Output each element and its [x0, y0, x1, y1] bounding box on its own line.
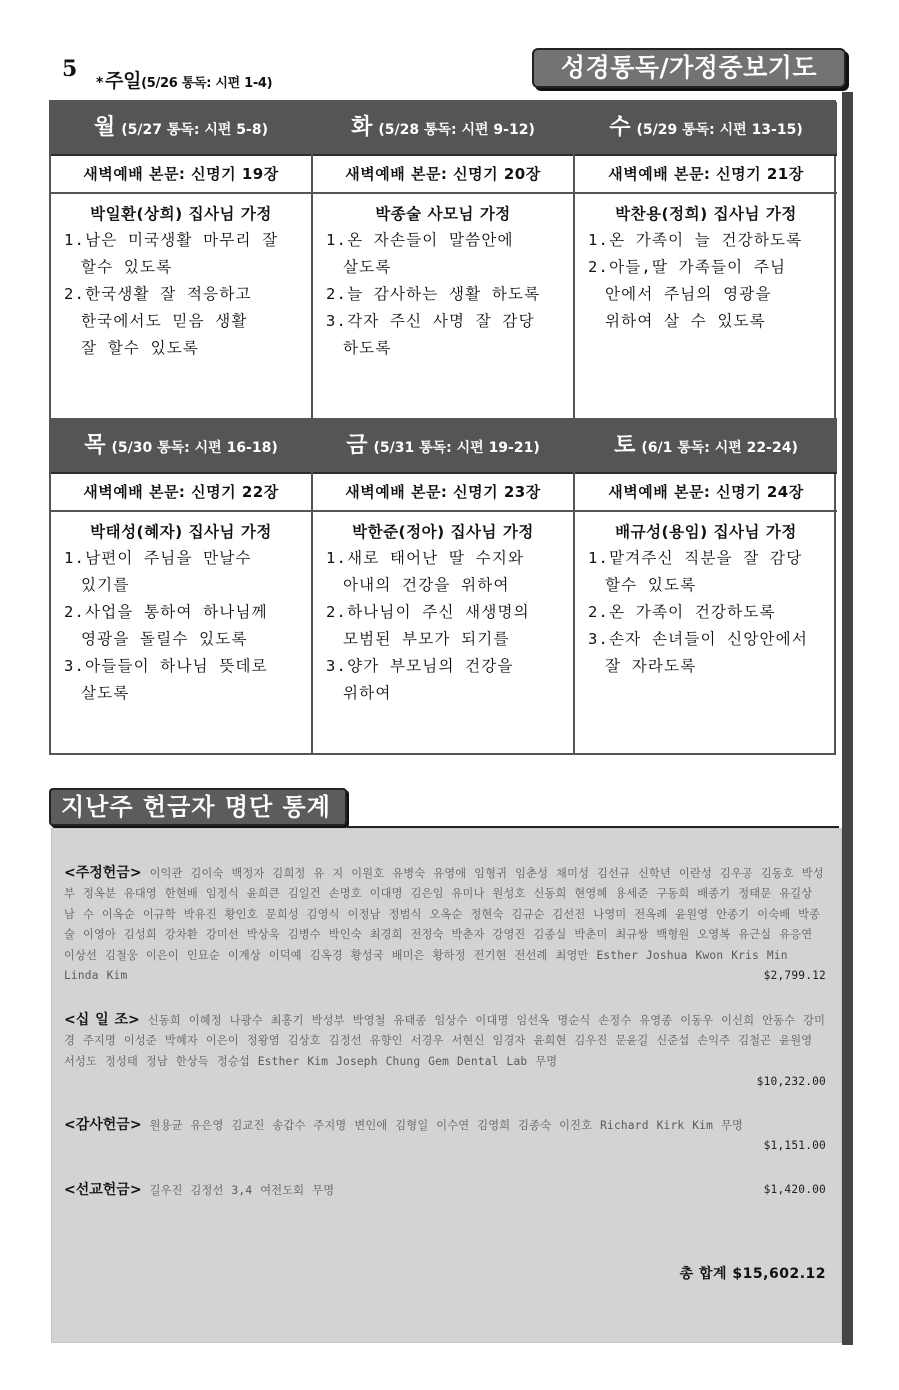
- prayer-item: 영광을 돌릴수 있도록: [81, 630, 248, 648]
- day-cell-mon: [51, 102, 313, 420]
- dawn-service-text: 새벽예배 본문: 신명기 24장: [575, 474, 837, 512]
- offering-label: <선교헌금>: [64, 1182, 142, 1198]
- day-reading: (5/30 통독: 시편 16-18): [111, 440, 278, 456]
- offering-names: 이익관 김이숙 백정자 김희정 유 지 이원호 유병숙 유영애 임형귀 임춘성 채미성 김선규 신학년 이란성 김우공 김동호 박성부 정옥분 유대영 한현배 임정식 윤희큰 김일건 손명호 이대명 김은임 유미나 원성호 신동희 현영혜 용세준 구동희 배종기 정태문 유길상 남 수 이옥순 이규학 박유진 황인호 문희성 김영식 이정남 정범식 오옥순 정현숙 김규순 김선전 나영미 전옥례 윤원영 안종기 이숙배 박종술 이영아 김성희 강차환 강미선 박상욱 김병수 박인숙 최경희 전정숙 박춘자 강영진 김종실 박춘미 최규쌍 백형원 오영복 유근실 유응연 이상선 김철웅 이은이 인묘순 이계상 이덕예 김옥경 황성국 배미은 황하정 전기현 전선례 최영만 Esther Joshua Kwon Kris Min Linda Kim: [64, 867, 824, 983]
- prayer-item: 위하여 살 수 있도록: [605, 312, 766, 330]
- dawn-service-text: 새벽예배 본문: 신명기 19장: [51, 156, 311, 194]
- prayer-item: 1.온 가족이 늘 건강하도록: [588, 231, 803, 249]
- offering-total: 총 합계 $15,602.12: [679, 1266, 826, 1282]
- prayer-item: 위하여: [343, 684, 392, 702]
- offering-amount: $1,151.00: [763, 1139, 826, 1153]
- dawn-service-text: 새벽예배 본문: 신명기 23장: [313, 474, 573, 512]
- sunday-reading: [96, 66, 272, 93]
- prayer-item: 살도록: [81, 684, 130, 702]
- prayer-item: 2.하나님이 주신 새생명의: [326, 603, 530, 621]
- day-cell-fri: [313, 420, 575, 753]
- day-cell-thu: [51, 420, 313, 753]
- prayer-schedule-grid: [49, 100, 836, 755]
- prayer-item: 모범된 부모가 되기를: [343, 630, 510, 648]
- right-edge-bar: [842, 92, 853, 1345]
- prayer-item: 할수 있도록: [605, 576, 697, 594]
- day-reading: (6/1 통독: 시편 22-24): [641, 440, 798, 456]
- day-header: [313, 102, 573, 156]
- section-banner: 성경통독/가정중보기도: [532, 48, 846, 88]
- day-reading: (5/27 통독: 시편 5-8): [121, 122, 268, 138]
- offering-names: 신동희 이혜정 나광수 최홍기 박성부 박영철 유태종 임상수 이대명 임선옥 명순식 손정수 유영종 이동우 이신희 안동수 강미경 주지명 이성준 박혜자 이은이 정왕염 김상호 김정선 유향인 서경우 서현신 임경자 윤희현 김우진 문윤길 신준섭 손익주 김철곤 윤원영 서성도 정성태 정남 한상득 정승섭 Esther Kim Joseph Chung Gem Dental Lab 무명: [64, 1014, 826, 1068]
- prayer-item: 안에서 주님의 영광을: [605, 285, 772, 303]
- day-cell-tue: [313, 102, 575, 420]
- prayer-item: 2.늘 감사하는 생활 하도록: [326, 285, 541, 303]
- day-cell-wed: [575, 102, 837, 420]
- offering-amount: $2,799.12: [763, 969, 826, 983]
- offering-label: <주정헌금>: [64, 865, 142, 881]
- prayer-item: 2.아들,딸 가족들이 주님: [588, 258, 787, 276]
- offering-mission: [64, 1180, 826, 1201]
- prayer-item: 1.남은 미국생활 마무리 잘: [64, 231, 279, 249]
- prayer-list: [313, 227, 573, 362]
- sunday-label: 주일: [105, 70, 142, 92]
- day-reading: (5/29 통독: 시편 13-15): [636, 122, 803, 138]
- sunday-reading-text: (5/26 통독: 시편 1-4): [141, 76, 273, 91]
- offering-thanks: [64, 1115, 826, 1157]
- prayer-item: 3.손자 손녀들이 신앙안에서: [588, 630, 809, 648]
- prayer-list: [575, 545, 837, 680]
- prayer-item: 3.아들들이 하나님 뜻데로: [64, 657, 268, 675]
- family-name: 박일환(상희) 집사님 가정: [90, 205, 272, 223]
- prayer-list: [313, 545, 573, 707]
- offering-amount: $10,232.00: [756, 1075, 826, 1089]
- day-name: 금: [346, 433, 368, 458]
- star-bullet: *: [96, 75, 104, 91]
- day-header: [51, 420, 311, 474]
- prayer-item: 1.온 자손들이 말씀안에: [326, 231, 514, 249]
- day-name: 수: [609, 115, 631, 140]
- day-name: 화: [351, 115, 373, 140]
- prayer-item: 있기를: [81, 576, 130, 594]
- day-reading: (5/28 통독: 시편 9-12): [378, 122, 535, 138]
- prayer-item: 3.양가 부모님의 건강을: [326, 657, 514, 675]
- prayer-item: 아내의 건강을 위하여: [343, 576, 510, 594]
- prayer-item: 할수 있도록: [81, 258, 173, 276]
- day-cell-sat: [575, 420, 837, 753]
- prayer-list: [51, 227, 311, 362]
- offering-names: 원용균 유은영 김교진 송갑수 주지명 변인애 김형일 이수연 김영희 김종숙 이진호 Richard Kirk Kim 무명: [149, 1119, 744, 1132]
- prayer-item: 3.각자 주신 사명 잘 감당: [326, 312, 535, 330]
- family-name: 배규성(용임) 집사님 가정: [615, 523, 797, 541]
- offering-label: <십 일 조>: [64, 1012, 140, 1028]
- offering-tithe: [64, 1010, 826, 1093]
- prayer-item: 1.맡겨주신 직분을 잘 감당: [588, 549, 803, 567]
- offering-amount: $1,420.00: [763, 1183, 826, 1196]
- prayer-item: 잘 자라도록: [605, 657, 697, 675]
- family-name: 박태성(혜자) 집사님 가정: [90, 523, 272, 541]
- offering-regular: [64, 863, 826, 986]
- family-name: 박한준(정아) 집사님 가정: [352, 523, 534, 541]
- day-header: [51, 102, 311, 156]
- dawn-service-text: 새벽예배 본문: 신명기 22장: [51, 474, 311, 512]
- prayer-item: 2.온 가족이 건강하도록: [588, 603, 776, 621]
- day-name: 목: [84, 433, 106, 458]
- day-header: [313, 420, 573, 474]
- dawn-service-text: 새벽예배 본문: 신명기 21장: [575, 156, 837, 194]
- day-header: [575, 420, 837, 474]
- prayer-item: 1.남편이 주님을 만날수: [64, 549, 252, 567]
- prayer-item: 2.사업을 통하여 하나님께: [64, 603, 268, 621]
- day-name: 월: [93, 115, 116, 140]
- prayer-item: 한국에서도 믿음 생활: [81, 312, 248, 330]
- day-name: 토: [614, 433, 636, 458]
- family-name: 박종술 사모님 가정: [375, 205, 511, 223]
- page-number: 5: [62, 56, 78, 82]
- prayer-item: 잘 할수 있도록: [81, 339, 200, 357]
- prayer-item: 2.한국생활 잘 적응하고: [64, 285, 252, 303]
- offering-label: <감사헌금>: [64, 1117, 142, 1133]
- offering-names: 길우진 김정선 3,4 여전도회 무명: [149, 1184, 335, 1197]
- offering-section-title: 지난주 헌금자 명단 통계: [49, 788, 347, 826]
- prayer-item: 1.새로 태어난 딸 수지와: [326, 549, 525, 567]
- day-header: [575, 102, 837, 156]
- day-reading: (5/31 통독: 시편 19-21): [373, 440, 540, 456]
- family-name: 박찬용(정희) 집사님 가정: [615, 205, 797, 223]
- prayer-item: 살도록: [343, 258, 392, 276]
- dawn-service-text: 새벽예배 본문: 신명기 20장: [313, 156, 573, 194]
- prayer-list: [575, 227, 837, 335]
- prayer-list: [51, 545, 311, 707]
- prayer-item: 하도록: [343, 339, 392, 357]
